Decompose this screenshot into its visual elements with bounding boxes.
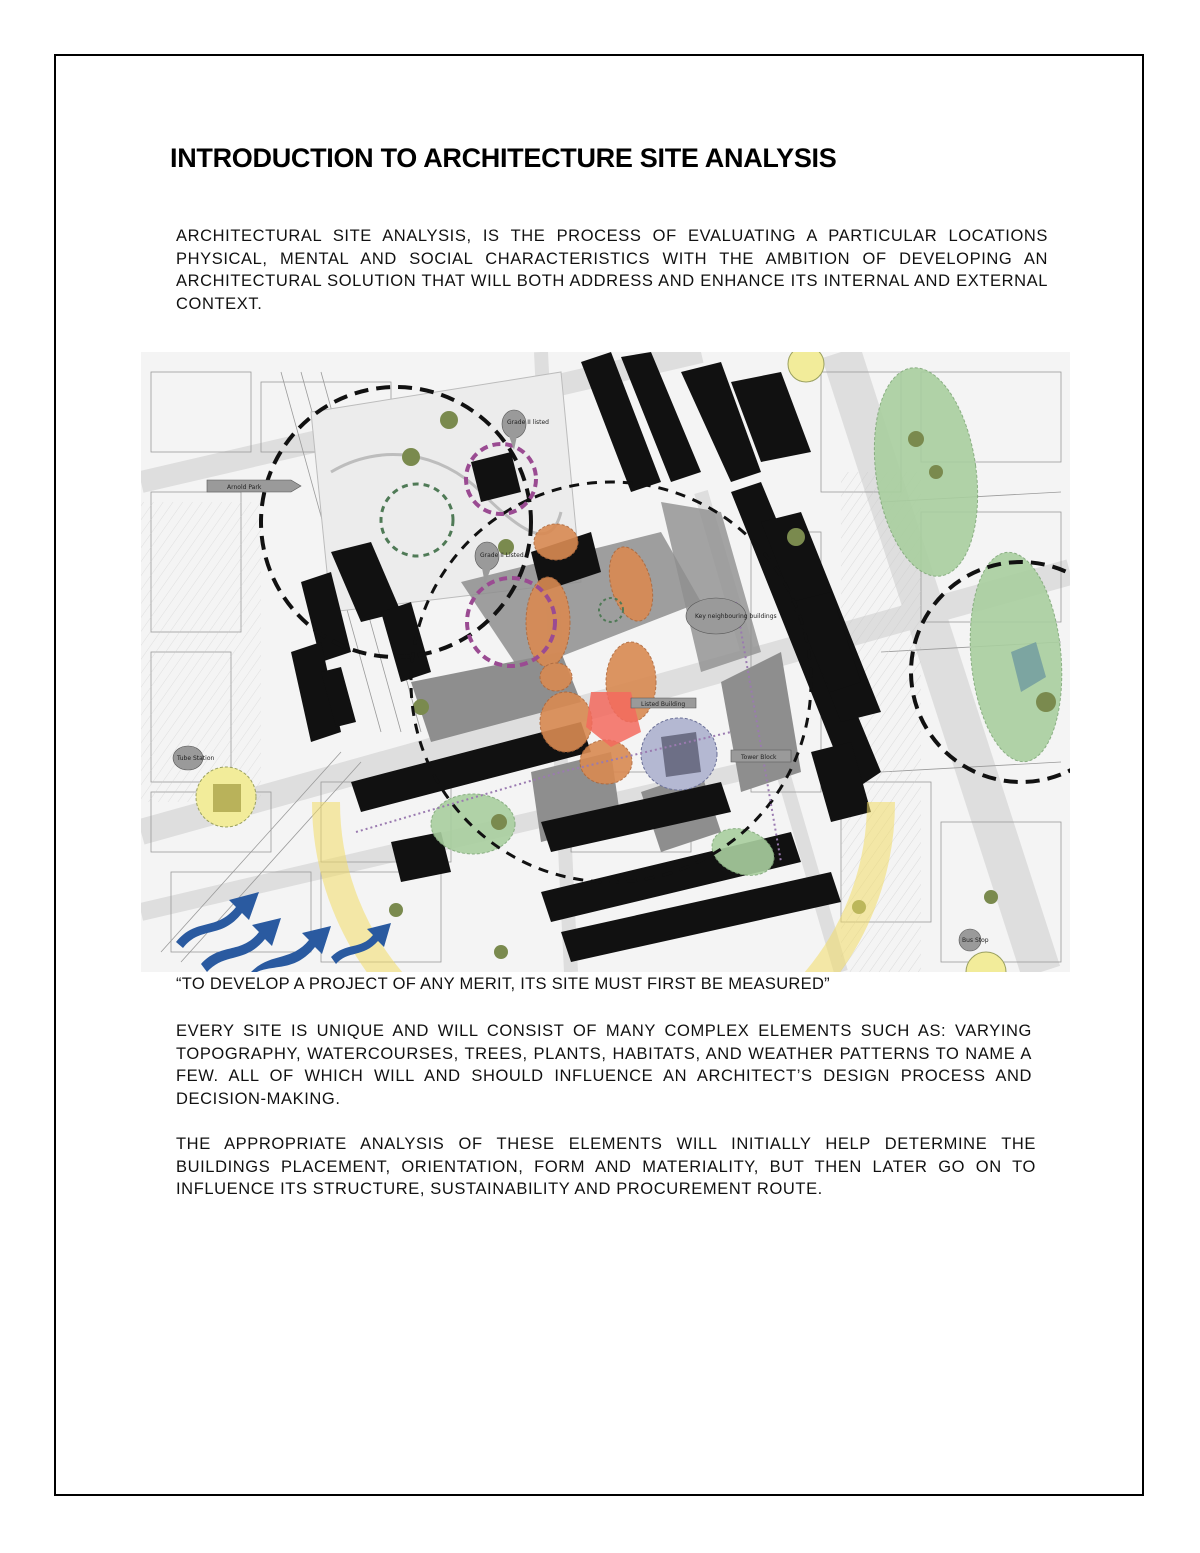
arnold-park-label: [207, 480, 301, 492]
svg-text:Bus Stop: Bus Stop: [962, 937, 989, 944]
yellow-zone-top: [788, 352, 824, 382]
tube-station-building: [213, 784, 241, 812]
svg-text:Tube Station: Tube Station: [177, 755, 215, 762]
site-analysis-map: [141, 352, 1070, 972]
svg-text:Tower Block: Tower Block: [741, 754, 777, 761]
tower-block: [661, 732, 701, 777]
listed-building-label: [631, 698, 696, 708]
analysis-paragraph: THE APPROPRIATE ANALYSIS OF THESE ELEMENTS WILL INITIALLY HELP DETERMINE THE BUILDINGS PLACEMENT, ORIENTATION, FORM AND MATERIALITY, BUT THEN LATER GO ON TO INFLUENCE ITS STRUCTURE, SUSTAINABILITY AND PROCUREMENT ROUTE.: [176, 1135, 1036, 1198]
quote-line: “TO DEVELOP A PROJECT OF ANY MERIT, ITS SITE MUST FIRST BE MEASURED”: [176, 975, 830, 993]
svg-text:Grade II Listed: Grade II Listed: [480, 552, 524, 559]
site-elements-paragraph: EVERY SITE IS UNIQUE AND WILL CONSIST OF MANY COMPLEX ELEMENTS SUCH AS: VARYING TOPOGRAPHY, WATERCOURSES, TREES, PLANTS, HABITATS, AND WEATHER PATTERNS TO NAME A FEW. ALL OF WHICH WILL AND SHOULD INFLUENCE AN ARCHITECT’S DESIGN PROCESS AND DECISION-MAKING.: [176, 1022, 1032, 1108]
svg-text:Arnold Park: Arnold Park: [227, 484, 262, 491]
svg-text:Grade II listed: Grade II listed: [507, 419, 549, 426]
tower-block-label: [731, 750, 791, 762]
svg-text:Key neighbouring buildings: Key neighbouring buildings: [695, 613, 777, 620]
svg-text:Listed Building: Listed Building: [641, 701, 686, 708]
page-title: INTRODUCTION TO ARCHITECTURE SITE ANALYSIS: [170, 143, 837, 173]
intro-paragraph: ARCHITECTURAL SITE ANALYSIS, IS THE PROCESS OF EVALUATING A PARTICULAR LOCATIONS PHYSICAL, MENTAL AND SOCIAL CHARACTERISTICS WITH THE AMBITION OF DEVELOPING AN ARCHITECTURAL SOLUTION THAT WILL BOTH ADDRESS AND ENHANCE ITS INTERNAL AND EXTERNAL CONTEXT.: [176, 227, 1048, 313]
